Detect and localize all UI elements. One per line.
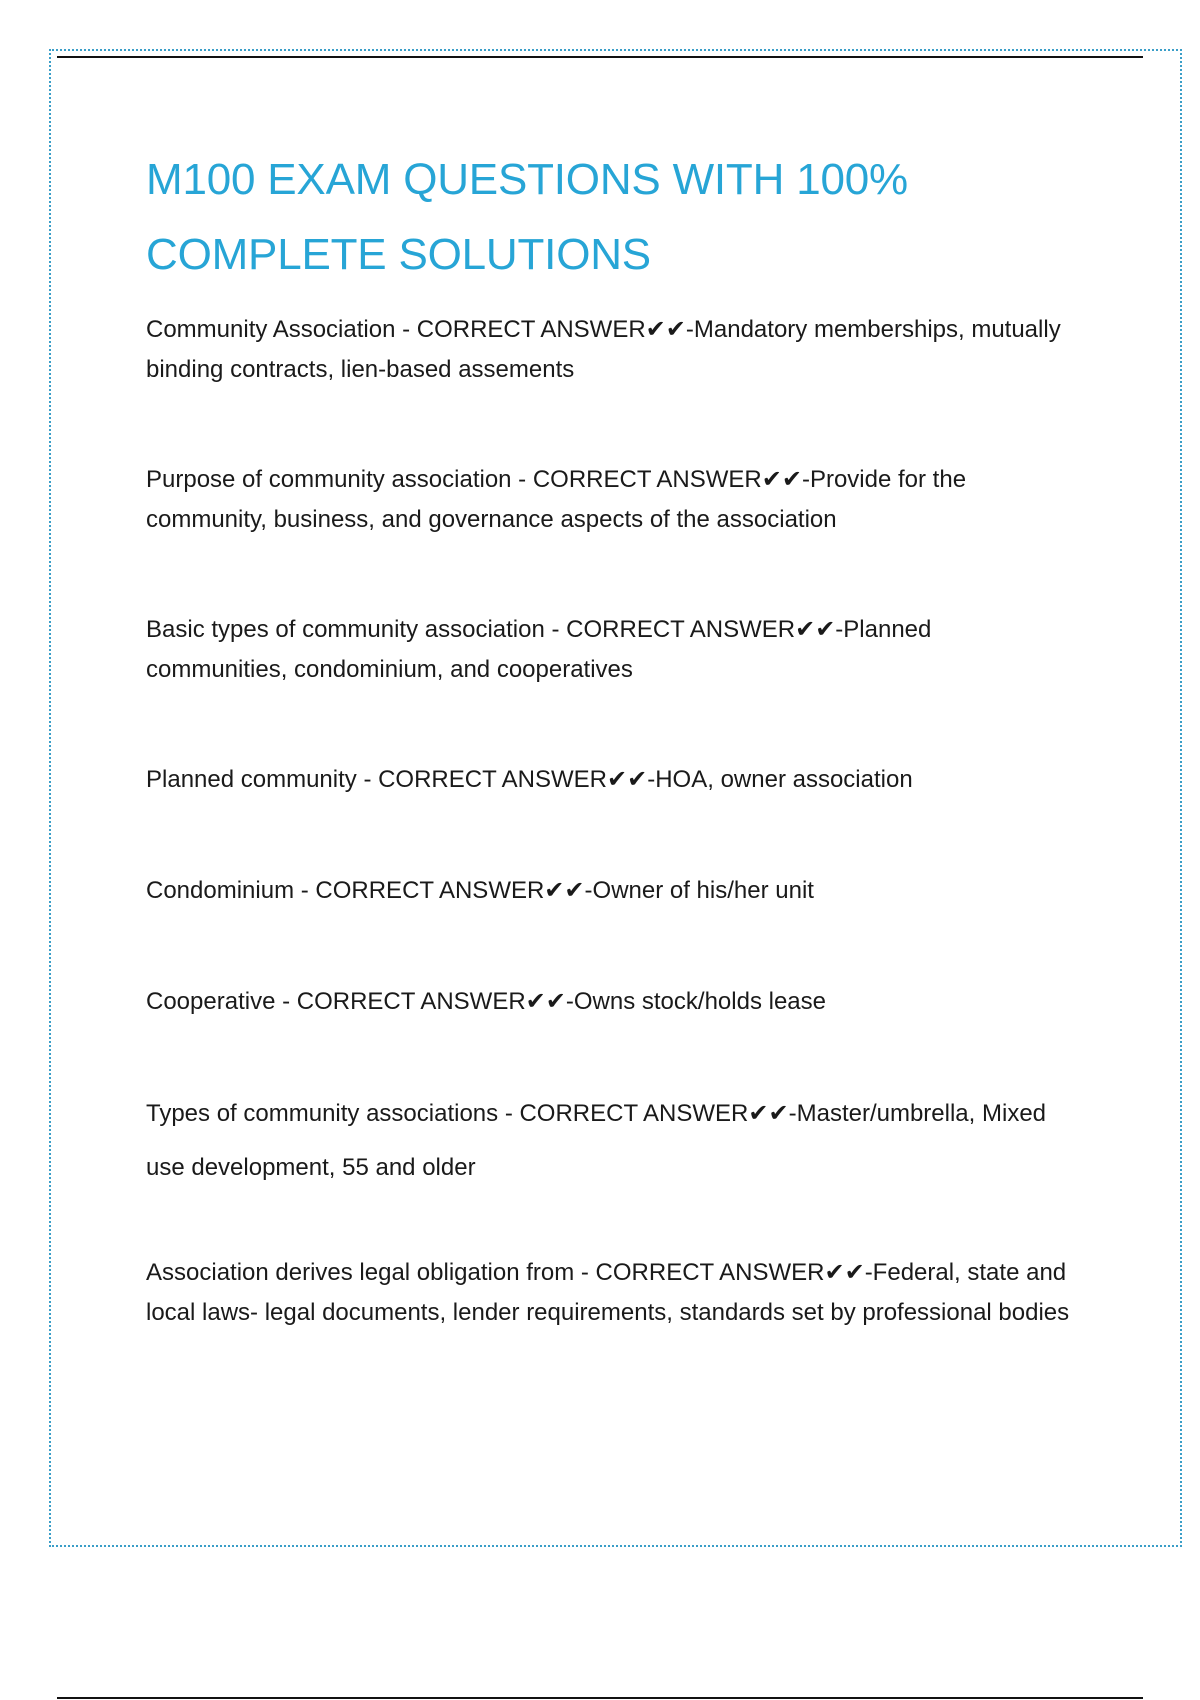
- footer-rule: [57, 1697, 1143, 1699]
- qa-item: Cooperative - CORRECT ANSWER✔✔-Owns stock/holds lease: [146, 988, 826, 1015]
- qa-item: Planned community - CORRECT ANSWER✔✔-HOA, owner association: [146, 766, 913, 793]
- qa-item: Types of community associations - CORRECT ANSWER✔✔-Master/umbrella, Mixed use development, 55 and older: [146, 1100, 1047, 1181]
- document-body: [146, 142, 1096, 1403]
- qa-item: Association derives legal obligation from - CORRECT ANSWER✔✔-Federal, state and local laws- legal documents, lender requirements, standards set by professional bodies: [146, 1259, 1070, 1326]
- document-title: M100 EXAM QUESTIONS WITH 100% COMPLETE SOLUTIONS: [146, 155, 908, 279]
- qa-item: Community Association - CORRECT ANSWER✔✔-Mandatory memberships, mutually binding contracts, lien-based assements: [146, 316, 1061, 383]
- qa-item: Condominium - CORRECT ANSWER✔✔-Owner of his/her unit: [146, 877, 814, 904]
- qa-item: Basic types of community association - CORRECT ANSWER✔✔-Planned communities, condominium, and cooperatives: [146, 616, 932, 683]
- qa-item: Purpose of community association - CORRECT ANSWER✔✔-Provide for the community, business, and governance aspects of the association: [146, 466, 967, 533]
